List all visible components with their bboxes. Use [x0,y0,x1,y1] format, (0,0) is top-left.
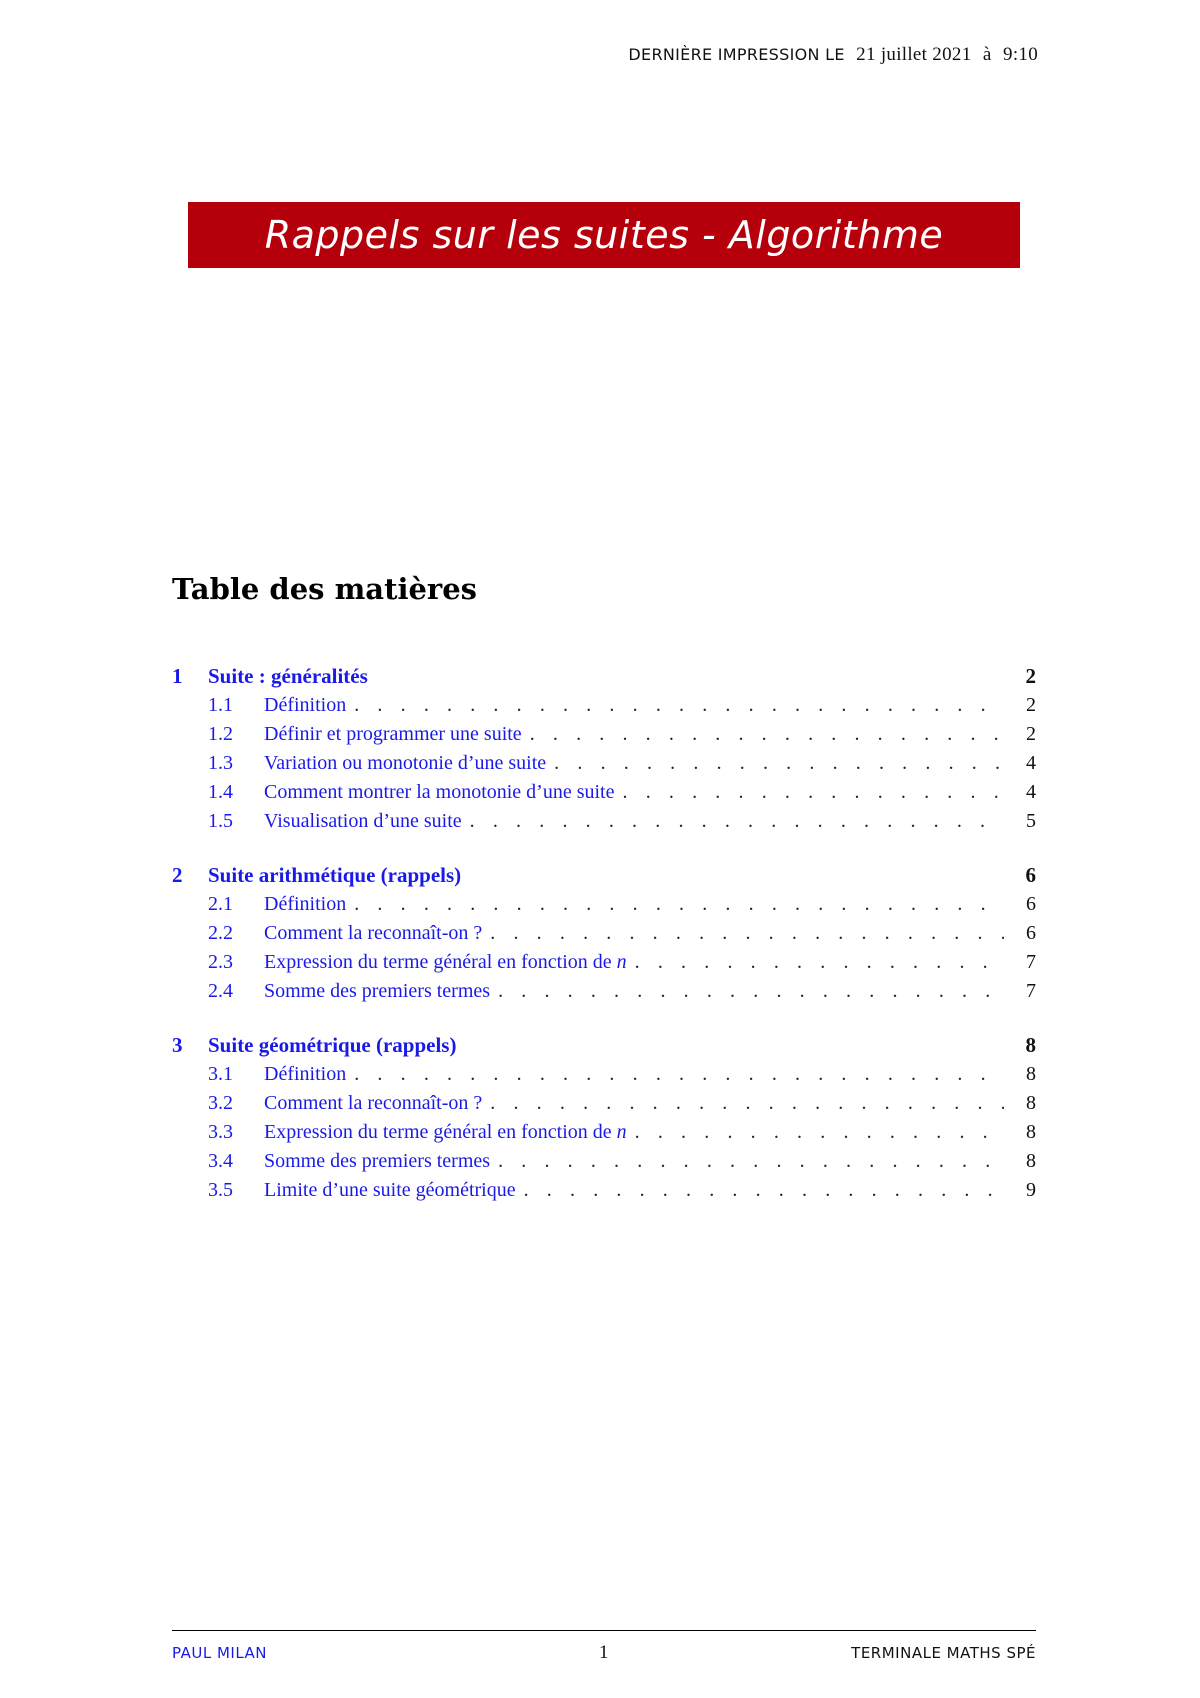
toc-subsection-entry[interactable] [172,1150,1036,1179]
toc-subsection-title-text[interactable]: Limite d’une suite géométrique [264,1179,516,1201]
toc-subsection-entry[interactable] [172,1121,1036,1150]
toc-dot-leader [530,723,1004,746]
toc-subsection-title-text[interactable]: Variation ou monotonie d’une suite [264,752,547,774]
toc-dot-leader [490,1092,1004,1115]
toc-page-number: 2 [1026,723,1036,745]
toc-section-title[interactable]: Suite : généralités [208,664,368,688]
toc-section-number[interactable]: 3 [172,1033,183,1057]
toc-subsection-entry[interactable] [172,980,1036,1009]
toc-page-number: 8 [1026,1092,1036,1114]
print-header-label: DERNIÈRE IMPRESSION LE [628,45,845,64]
toc-subsection-title[interactable] [264,1179,516,1202]
toc-section [172,664,1036,839]
toc-subsection-title-text[interactable]: Définition [264,1063,347,1085]
toc-section-title[interactable]: Suite arithmétique (rappels) [208,863,462,887]
toc-page-number: 6 [1026,922,1036,944]
toc-subsection-title[interactable] [264,694,346,717]
toc-section-entry[interactable] [172,863,1036,893]
footer-author: PAUL MILAN [172,1644,267,1662]
toc-dot-leader [470,810,1004,833]
toc-subsection-title-text[interactable]: Somme des premiers termes [264,1150,491,1172]
toc-subsection-title[interactable] [264,1150,490,1173]
toc-subsection-entry[interactable] [172,752,1036,781]
toc-subsection-title[interactable] [264,1121,627,1144]
toc-subsection-title-text[interactable]: Expression du terme général en fonction de [264,1121,612,1143]
toc-subsection-number[interactable]: 3.3 [208,1121,233,1143]
toc-section [172,863,1036,1009]
toc-subsection-title-text[interactable]: Visualisation d’une suite [264,810,462,832]
toc-subsection-entry[interactable] [172,951,1036,980]
toc-subsection-entry[interactable] [172,1179,1036,1208]
toc-dot-leader [490,922,1004,945]
toc-subsection-number[interactable]: 3.1 [208,1063,233,1085]
toc-page-number: 4 [1026,781,1036,803]
toc-subsection-title-text[interactable]: Comment montrer la monotonie d’une suite [264,781,615,803]
table-of-contents [172,664,1036,1232]
toc-subsection-title-text[interactable]: Comment la reconnaît-on ? [264,1092,483,1114]
print-at: à [982,44,992,65]
toc-subsection-number[interactable]: 3.4 [208,1150,233,1172]
print-time: 9:10 [1003,44,1038,65]
toc-section [172,1033,1036,1208]
toc-dot-leader [354,1063,1004,1086]
toc-subsection-entry[interactable] [172,1092,1036,1121]
toc-page-number: 8 [1026,1063,1036,1085]
toc-subsection-title[interactable] [264,781,615,804]
page-footer [172,1644,1036,1668]
toc-page-number: 5 [1026,810,1036,832]
toc-subsection-title-text[interactable]: Expression du terme général en fonction de [264,951,612,973]
toc-subsection-number[interactable]: 1.3 [208,752,233,774]
toc-page-number: 7 [1026,980,1036,1002]
footer-course: TERMINALE MATHS SPÉ [851,1644,1036,1662]
footer-divider [172,1630,1036,1631]
toc-dot-leader [635,951,1004,974]
toc-page-number: 9 [1026,1179,1036,1201]
toc-subsection-title-text[interactable]: Somme des premiers termes [264,980,491,1002]
toc-subsection-number[interactable]: 3.5 [208,1179,233,1201]
toc-heading: Table des matières [172,572,477,606]
toc-subsection-title[interactable] [264,810,462,833]
toc-dot-leader [524,1179,1004,1202]
toc-subsection-entry[interactable] [172,1063,1036,1092]
toc-page-number: 6 [1025,863,1036,887]
document-title: Rappels sur les suites - Algorithme [264,213,944,257]
toc-subsection-title[interactable] [264,951,627,974]
toc-subsection-number[interactable]: 2.2 [208,922,233,944]
toc-dot-leader [354,694,1004,717]
toc-page-number: 8 [1026,1150,1036,1172]
toc-subsection-number[interactable]: 2.3 [208,951,233,973]
toc-subsection-number[interactable]: 2.1 [208,893,233,915]
toc-section-entry[interactable] [172,1033,1036,1063]
toc-dot-leader [635,1121,1004,1144]
toc-dot-leader [498,980,1004,1003]
toc-subsection-title[interactable] [264,893,346,916]
toc-page-number: 7 [1026,951,1036,973]
toc-subsection-number[interactable]: 1.5 [208,810,233,832]
toc-subsection-number[interactable]: 1.2 [208,723,233,745]
toc-subsection-number[interactable]: 1.1 [208,694,233,716]
toc-section-number[interactable]: 1 [172,664,183,688]
toc-subsection-title[interactable] [264,723,522,746]
toc-subsection-entry[interactable] [172,781,1036,810]
toc-subsection-number[interactable]: 1.4 [208,781,233,803]
toc-subsection-number[interactable]: 3.2 [208,1092,233,1114]
toc-math-variable[interactable]: n [616,1121,627,1143]
toc-subsection-entry[interactable] [172,810,1036,839]
toc-subsection-entry[interactable] [172,723,1036,752]
toc-math-variable[interactable]: n [616,951,627,973]
toc-section-title[interactable]: Suite géométrique (rappels) [208,1033,457,1057]
toc-page-number: 8 [1025,1033,1036,1057]
toc-dot-leader [623,781,1005,804]
print-header [628,44,1038,66]
toc-dot-leader [354,893,1004,916]
footer-page-number: 1 [599,1642,609,1663]
toc-subsection-title-text[interactable]: Comment la reconnaît-on ? [264,922,483,944]
toc-page-number: 2 [1025,664,1036,688]
toc-page-number: 8 [1026,1121,1036,1143]
toc-page-number: 2 [1026,694,1036,716]
toc-subsection-title-text[interactable]: Définition [264,694,347,716]
toc-subsection-title[interactable] [264,922,482,945]
toc-subsection-title[interactable] [264,1092,482,1115]
toc-subsection-entry[interactable] [172,922,1036,951]
document-title-banner [188,202,1020,268]
toc-section-number[interactable]: 2 [172,863,183,887]
toc-subsection-title-text[interactable]: Définition [264,893,347,915]
toc-dot-leader [554,752,1004,775]
toc-dot-leader [498,1150,1004,1173]
toc-subsection-title[interactable] [264,1063,346,1086]
toc-subsection-entry[interactable] [172,893,1036,922]
toc-subsection-title[interactable] [264,980,490,1003]
print-date: 21 juillet 2021 [856,44,972,65]
toc-page-number: 4 [1026,752,1036,774]
toc-subsection-title[interactable] [264,752,546,775]
toc-page-number: 6 [1026,893,1036,915]
toc-subsection-number[interactable]: 2.4 [208,980,233,1002]
toc-section-entry[interactable] [172,664,1036,694]
toc-subsection-title-text[interactable]: Définir et programmer une suite [264,723,522,745]
toc-subsection-entry[interactable] [172,694,1036,723]
